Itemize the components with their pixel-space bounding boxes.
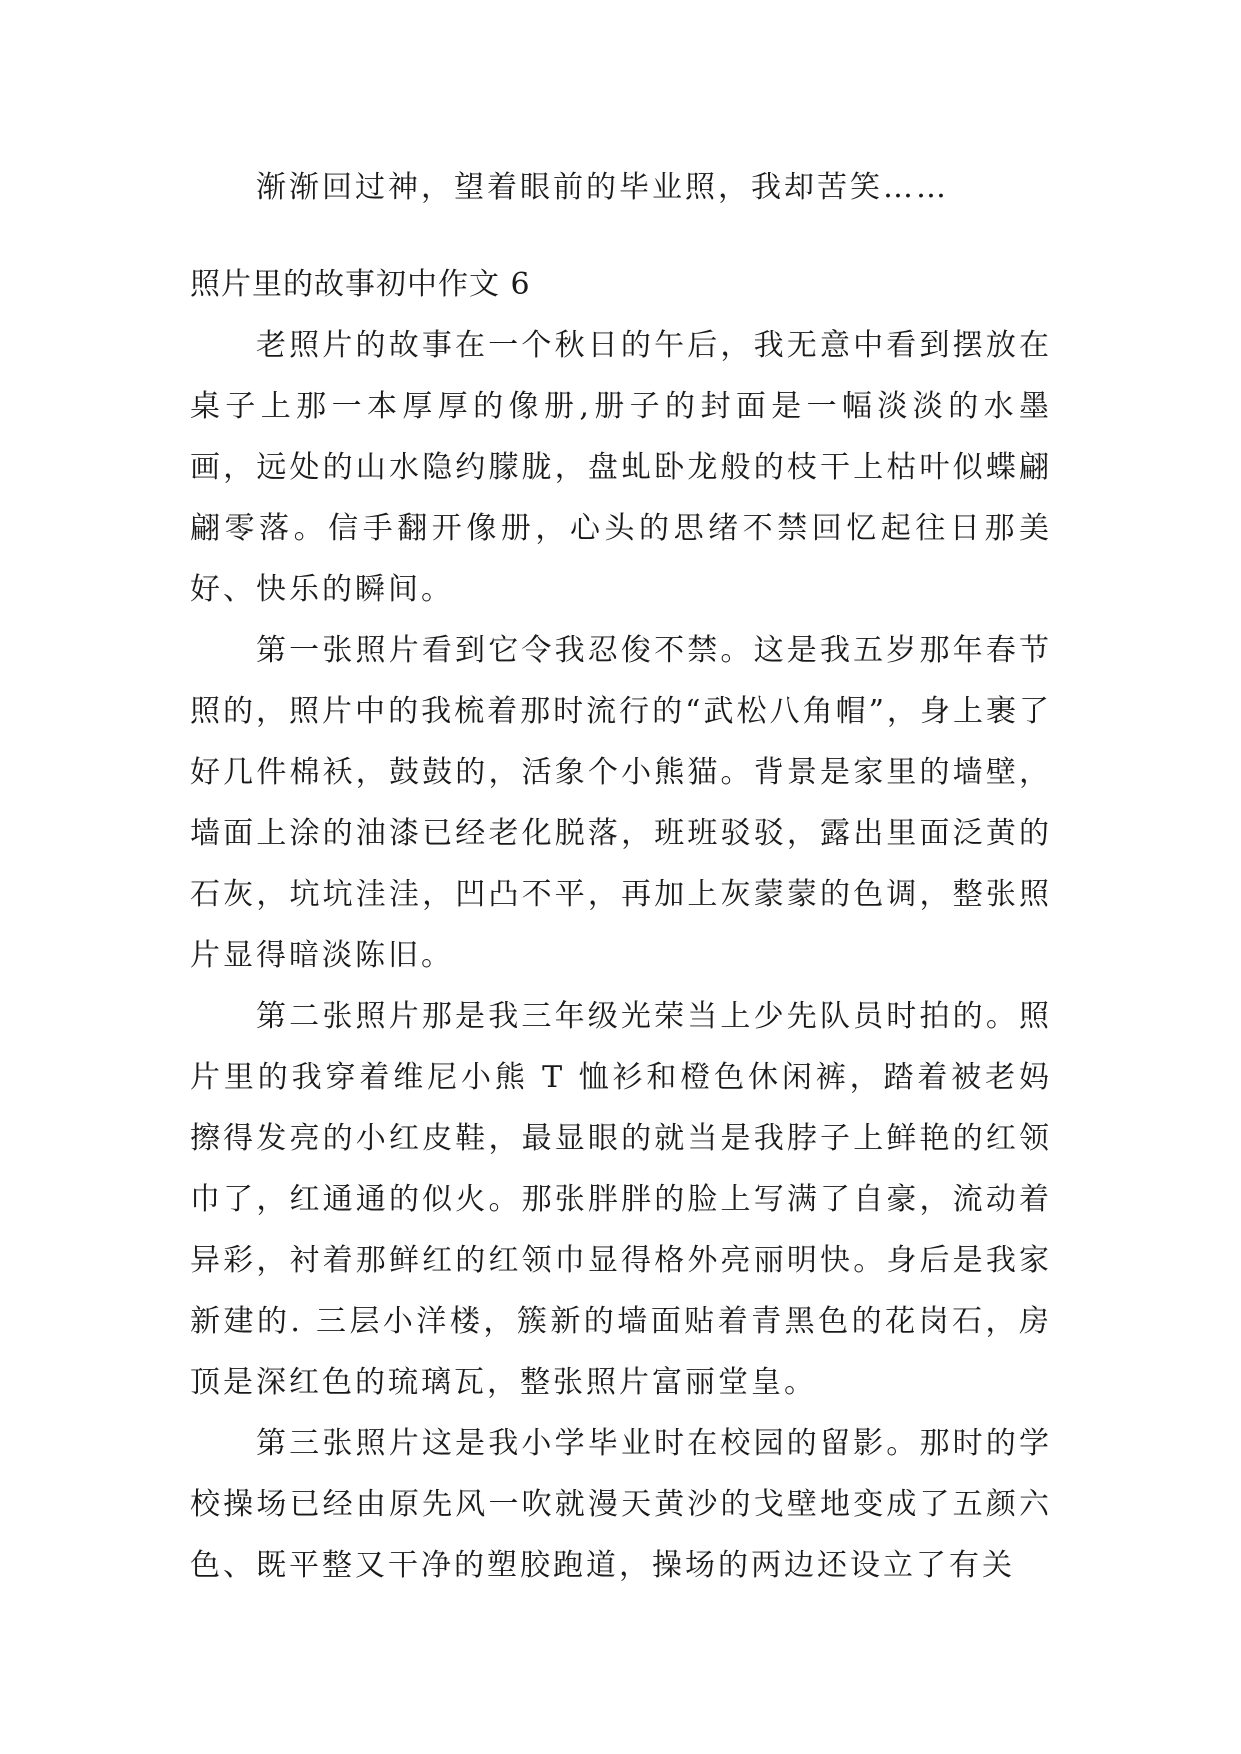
body-paragraph-3: 第二张照片那是我三年级光荣当上少先队员时拍的。照片里的我穿着维尼小熊 T 恤衫和橙色休闲裤，踏着被老妈擦得发亮的小红皮鞋，最显眼的就当是我脖子上鲜艳的红领巾了，红通通的似火。那张胖胖的脸上写满了自豪，流动着异彩，衬着那鲜红的红领巾显得格外亮丽明快。身后是我家新建的. 三层小洋楼，簇新的墙面贴着青黑色的花岗石，房顶是深红色的琉璃瓦，整张照片富丽堂皇。: [190, 999, 1052, 1400]
body-paragraph-4: 第三张照片这是我小学毕业时在校园的留影。那时的学校操场已经由原先风一吹就漫天黄沙的戈壁地变成了五颜六色、既平整又干净的塑胶跑道，操场的两边还设立了有关: [190, 1426, 1052, 1583]
body-paragraph-2: 第一张照片看到它令我忍俊不禁。这是我五岁那年春节照的，照片中的我梳着那时流行的“武松八角帽”，身上裹了好几件棉袄，鼓鼓的，活象个小熊猫。背景是家里的墙壁，墙面上涂的油漆已经老化脱落，班班驳驳，露出里面泛黄的石灰，坑坑洼洼，凹凸不平，再加上灰蒙蒙的色调，整张照片显得暗淡陈旧。: [190, 633, 1052, 973]
section-title: 照片里的故事初中作文 6: [190, 267, 531, 302]
lead-paragraph: 渐渐回过神，望着眼前的毕业照，我却苦笑……: [256, 170, 949, 205]
body-paragraph-1: 老照片的故事在一个秋日的午后，我无意中看到摆放在桌子上那一本厚厚的像册,册子的封面是一幅淡淡的水墨画，远处的山水隐约朦胧，盘虬卧龙般的枝干上枯叶似蝶翩翩零落。信手翻开像册，心头的思绪不禁回忆起往日那美好、快乐的瞬间。: [190, 328, 1052, 607]
document-body: [190, 157, 1052, 1596]
